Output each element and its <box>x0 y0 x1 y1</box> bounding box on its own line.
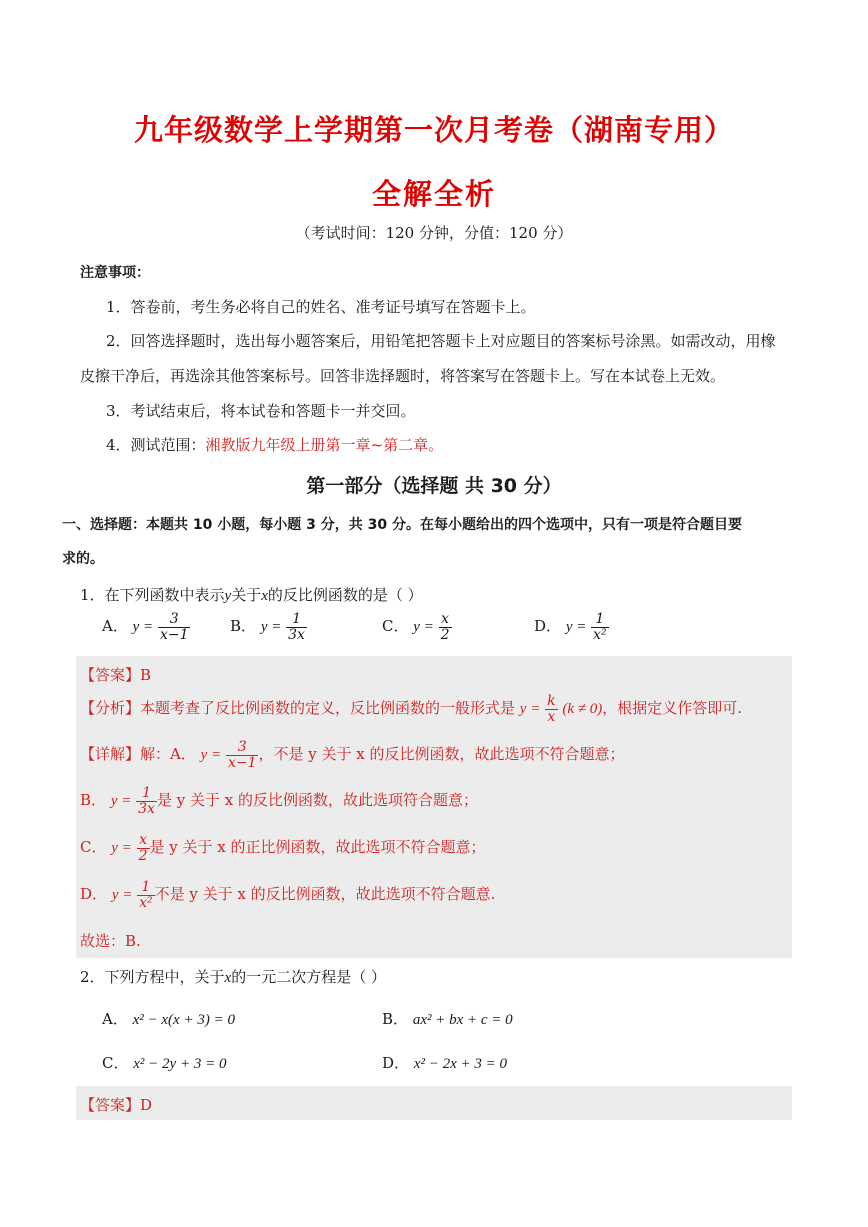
q1-stem-text-a: 1．在下列函数中表示 <box>80 586 225 604</box>
q2-option-a-expr: x² − x(x + 3) = 0 <box>132 1012 235 1028</box>
q1-detail-a-lhs: y = <box>200 747 222 764</box>
q2-option-c-expr: x² − 2y + 3 = 0 <box>133 1056 227 1072</box>
q1-stem <box>80 584 423 605</box>
notes-heading: 注意事项： <box>80 265 150 281</box>
q1-option-d-lhs: y = <box>565 619 587 636</box>
q1-detail-b-text: 是 y 关于 x 的反比例函数，故此选项符合题意； <box>156 791 478 810</box>
q1-analysis-lhs: y = <box>519 701 541 718</box>
q2-option-a <box>102 1008 235 1029</box>
q1-option-a-num: 3 <box>169 611 179 627</box>
q2-stem <box>80 966 386 987</box>
q1-stem-text-b: 关于 <box>231 586 262 604</box>
q2-option-c-label: C． <box>102 1054 129 1072</box>
q1-option-c-num: x <box>441 611 449 627</box>
q1-stem-text-c: 的反比例函数的是（ ） <box>267 586 423 604</box>
q1-option-c-fraction <box>439 612 452 642</box>
note-item-3: 3．考试结束后，将本试卷和答题卡一并交回。 <box>106 402 416 420</box>
q1-option-b <box>230 612 307 642</box>
q1-option-a-label: A． <box>102 617 128 636</box>
q1-option-a-den: x−1 <box>159 626 189 643</box>
q1-detail-c-text: 是 y 关于 x 的正比例函数，故此选项不符合题意； <box>149 838 486 857</box>
q1-detail-c-fraction <box>137 833 150 863</box>
q1-analysis-num: k <box>547 693 556 709</box>
note-item-4-range: 湘教版九年级上册第一章~第二章。 <box>205 436 444 454</box>
q1-detail-b-lhs: y = <box>110 793 132 810</box>
q1-option-b-fraction <box>286 612 307 642</box>
q1-option-d-label: D． <box>534 617 562 636</box>
q1-detail-d-fraction <box>137 880 155 910</box>
q1-analysis <box>80 694 742 724</box>
q1-detail-d-num: 1 <box>141 879 151 895</box>
q2-option-a-label: A． <box>102 1010 128 1028</box>
q1-answer: 【答案】B <box>80 666 152 684</box>
q1-option-c <box>382 612 452 642</box>
q2-option-d-expr: x² − 2x + 3 = 0 <box>413 1056 507 1072</box>
q1-option-c-den: 2 <box>440 626 450 643</box>
q1-detail-d <box>80 880 495 910</box>
note-item-4 <box>106 434 443 455</box>
part1-heading: 第一部分（选择题 共 30 分） <box>306 475 562 497</box>
note-item-2-line2: 皮擦干净后，再选涂其他答案标号。回答非选择题时，将答案写在答题卡上。写在本试卷上无效。 <box>80 367 726 385</box>
q2-stem-var-x: x <box>224 970 232 986</box>
q2-option-c <box>102 1052 226 1073</box>
q1-detail-c <box>80 833 486 863</box>
q1-option-a-fraction <box>158 612 191 642</box>
q1-stem-var-y: y <box>224 588 232 604</box>
note-item-4-prefix: 4．测试范围： <box>106 436 206 454</box>
q1-detail-c-prefix: C． <box>80 838 107 857</box>
q1-analysis-text-a: 【分析】本题考查了反比例函数的定义，反比例函数的一般形式是 <box>80 699 516 718</box>
q1-detail-d-den: x² <box>139 894 153 911</box>
q1-detail-a-text: ，不是 y 关于 x 的反比例函数，故此选项不符合题意； <box>258 745 625 764</box>
q1-detail-b-prefix: B． <box>80 791 107 810</box>
q1-detail-b <box>80 786 478 816</box>
q2-answer: 【答案】D <box>80 1096 153 1114</box>
q1-detail-d-lhs: y = <box>111 887 133 904</box>
q1-detail-a-den: x−1 <box>227 754 257 771</box>
note-item-2-line1: 2．回答选择题时，选出每小题答案后，用铅笔把答题卡上对应题目的答案标号涂黑。如需改动，用橡 <box>106 332 776 350</box>
q1-option-b-lhs: y = <box>260 619 282 636</box>
q1-analysis-fraction <box>545 694 557 724</box>
q2-option-d-label: D． <box>382 1054 410 1072</box>
q1-detail-a-prefix: 【详解】解：A． <box>80 745 196 764</box>
q1-option-d <box>534 612 609 642</box>
q1-detail-c-num: x <box>139 832 147 848</box>
q1-analysis-text-b: ，根据定义作答即可. <box>602 699 743 718</box>
q1-option-d-den: x² <box>593 626 607 643</box>
q2-stem-text-a: 2．下列方程中，关于 <box>80 968 225 986</box>
q2-option-b-expr: ax² + bx + c = 0 <box>412 1012 513 1028</box>
q1-detail-a-fraction <box>226 740 259 770</box>
q1-detail-d-text: 不是 y 关于 x 的反比例函数，故此选项不符合题意. <box>154 885 496 904</box>
q2-option-b-label: B． <box>382 1010 409 1028</box>
q1-option-a <box>102 612 190 642</box>
q1-option-c-lhs: y = <box>413 619 434 636</box>
q2-stem-text-b: 的一元二次方程是（ ） <box>231 968 386 986</box>
q2-option-b <box>382 1008 513 1029</box>
q1-detail-a-num: 3 <box>237 739 247 755</box>
q1-detail-c-den: 2 <box>138 847 148 864</box>
page-title: 九年级数学上学期第一次月考卷（湖南专用） <box>133 113 734 147</box>
q2-option-d <box>382 1052 507 1073</box>
q1-option-c-label: C． <box>382 617 409 636</box>
q1-analysis-condition: (k ≠ 0) <box>562 701 603 718</box>
q1-option-b-den: 3x <box>288 626 305 643</box>
q1-option-d-num: 1 <box>595 611 605 627</box>
page-subtitle: 全解全析 <box>371 177 496 211</box>
q1-detail-c-lhs: y = <box>111 840 132 857</box>
q1-detail-b-den: 3x <box>138 800 155 817</box>
q1-analysis-den: x <box>545 709 557 725</box>
part1-instruction-line2: 求的。 <box>62 551 104 567</box>
q1-option-b-num: 1 <box>292 611 301 627</box>
q1-detail-a <box>80 740 625 770</box>
q2-answer-box <box>76 1086 792 1120</box>
part1-instruction-line1: 一、选择题：本题共 10 小题，每小题 3 分，共 30 分。在每小题给出的四个选项中，只有一项是符合题目要 <box>62 517 742 533</box>
q1-option-b-label: B． <box>230 617 257 636</box>
q1-option-d-fraction <box>591 612 609 642</box>
q1-detail-d-prefix: D． <box>80 885 108 904</box>
q1-detail-b-fraction <box>136 786 157 816</box>
exam-info: （考试时间：120 分钟，分值：120 分） <box>295 224 573 242</box>
q1-conclusion: 故选：B. <box>80 932 141 950</box>
q1-detail-b-num: 1 <box>142 785 151 801</box>
note-item-1: 1．答卷前，考生务必将自己的姓名、准考证号填写在答题卡上。 <box>106 298 536 316</box>
q1-stem-var-x: x <box>261 588 268 604</box>
q1-option-a-lhs: y = <box>132 619 154 636</box>
